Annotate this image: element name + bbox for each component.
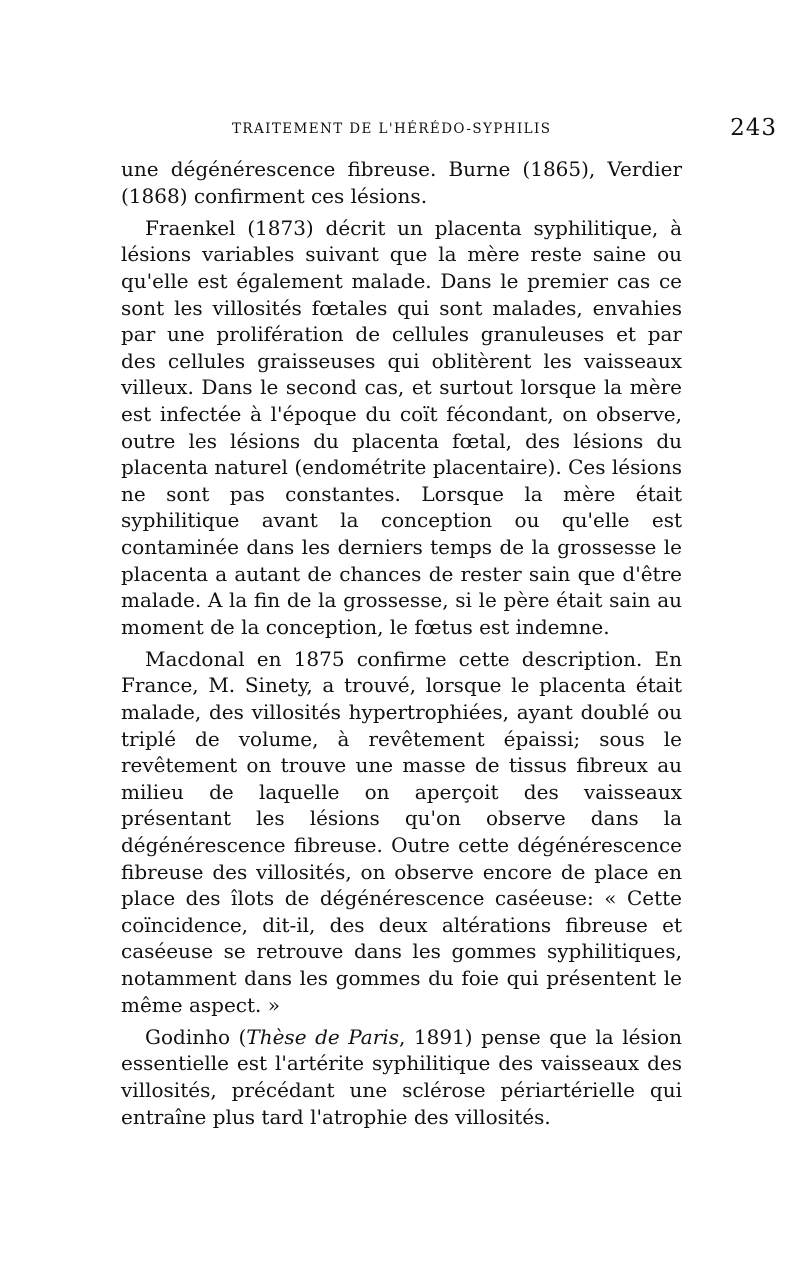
paragraph-4-rest: , 1891) pense que la lésion essentielle est l'artérite syphilitique des vaisseaux des villosités, précédant une sclérose périartérielle qui entraîne plus tard l'atrophie des villosités. bbox=[121, 1024, 683, 1129]
paragraph-4-lead: Godinho ( bbox=[145, 1024, 247, 1049]
paragraph-3: Macdonal en 1875 confirme cette description. En France, M. Sinety, a trouvé, lorsque le placenta était malade, des villosités hypertrophiées, ayant doublé ou triplé de volume, à revêtement épaissi; sous le revêtement on trouve une masse de tissus fibreux au milieu de laquelle on aperçoit des vaisseaux présentant les lésions qu'on observe dans la dégénérescence fibreuse. Outre cette dégénérescence fibreuse des villosités, on observe encore de place en place des îlots de dégénérescence caséeuse: « Cette coïncidence, dit-il, des deux altérations fibreuse et caséeuse se retrouve dans les gommes syphilitiques, notamment dans les gommes du foie qui présentent le même aspect. » bbox=[121, 646, 682, 1017]
paragraph-2: Fraenkel (1873) décrit un placenta syphilitique, à lésions variables suivant que la mère reste saine ou qu'elle est également malade. Dans le premier cas ce sont les villosités fœtales qui sont malades, envahies par une prolifération de cellules granuleuses et par des cellules graisseuses qui oblitèrent les vaisseaux villeux. Dans le second cas, et surtout lorsque la mère est infectée à l'époque du coït fécondant, on observe, outre les lésions du placenta fœtal, des lésions du placenta naturel (endométrite placentaire). Ces lésions ne sont pas constantes. Lorsque la mère était syphilitique avant la conception ou qu'elle est contaminée dans les derniers temps de la grossesse le placenta a autant de chances de rester sain que d'être malade. A la fin de la grossesse, si le père était sain au moment de la conception, le fœtus est indemne. bbox=[121, 215, 682, 639]
page-number: 243 bbox=[730, 115, 777, 141]
page-header bbox=[232, 117, 800, 143]
body-text bbox=[121, 156, 682, 1130]
paragraph-1: une dégénérescence fibreuse. Burne (1865), Verdier (1868) confirment ces lésions. bbox=[121, 157, 682, 208]
paragraph-4 bbox=[121, 1024, 682, 1130]
running-title: TRAITEMENT DE L'HÉRÉDO-SYPHILIS bbox=[232, 121, 552, 137]
thesis-title: Thèse de Paris bbox=[246, 1024, 399, 1049]
